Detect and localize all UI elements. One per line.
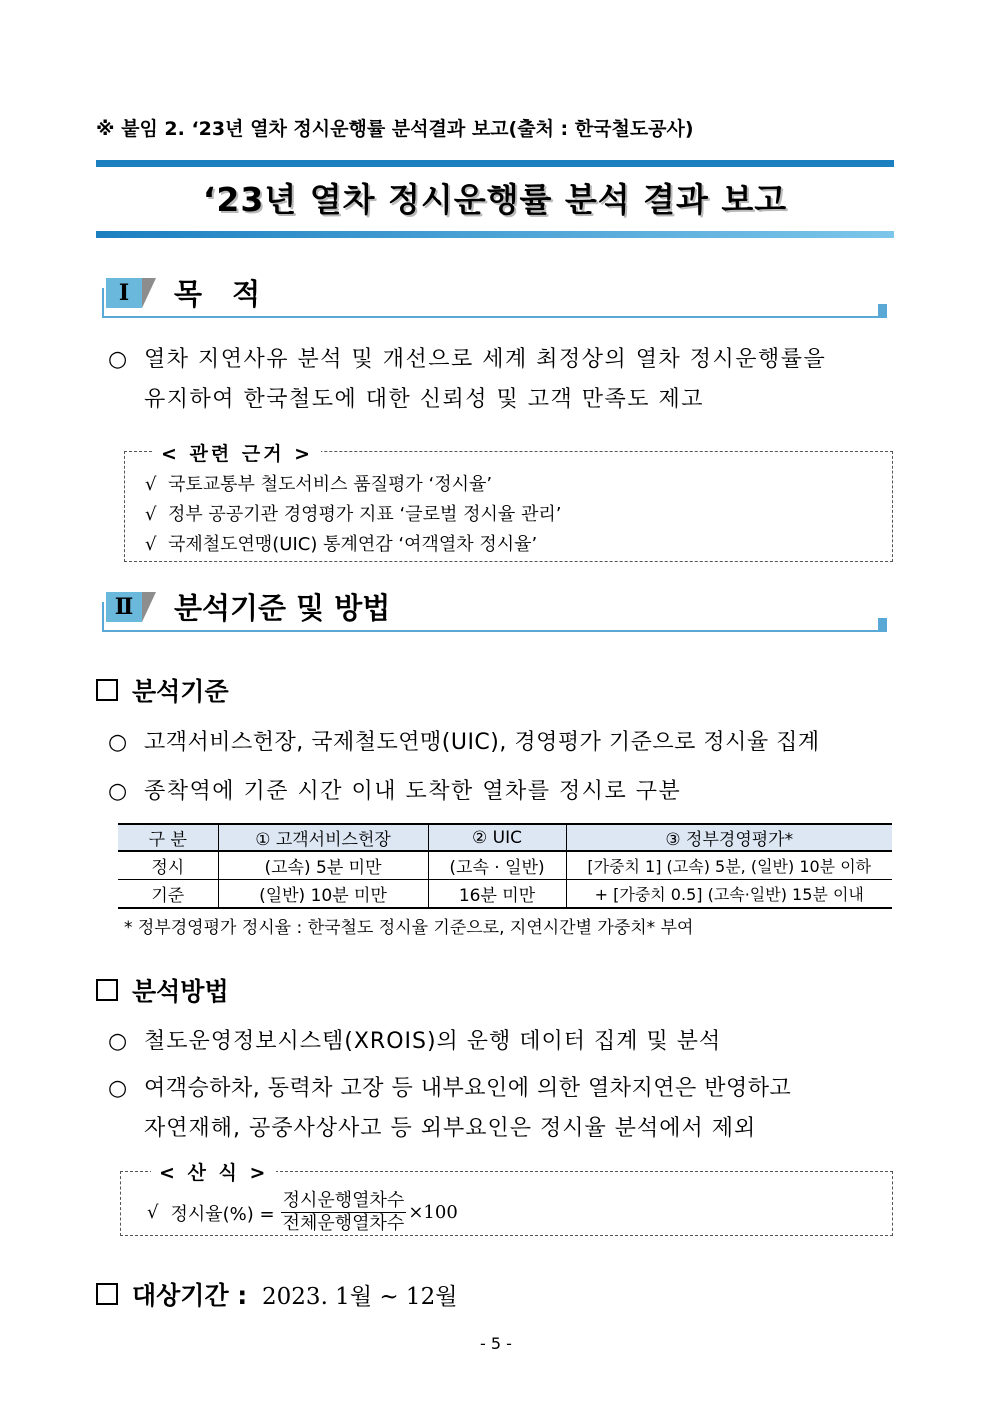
basis-box-title: < 관련 근거 > [153, 439, 321, 466]
title-banner [96, 160, 894, 238]
basis-item: √ 국토교통부 철도서비스 품질평가 ‘정시율’ [145, 474, 493, 495]
section-2-header [100, 588, 890, 632]
square-bullet-icon [96, 1283, 118, 1305]
basis-list [145, 470, 561, 560]
period-heading: 대상기간 : 2023. 1월 ~ 12월 [96, 1276, 457, 1312]
basis-item: √ 국제철도연맹(UIC) 통계연감 ‘여객열차 정시율’ [145, 534, 538, 555]
check-icon: √ [147, 1202, 159, 1223]
formula [147, 1190, 458, 1235]
section-2-underline [102, 630, 880, 632]
section-1-header [100, 274, 890, 318]
table-row-label: 정시 [118, 851, 218, 880]
formula-numerator: 정시운행열차수 [282, 1190, 405, 1211]
table-row-label: 기준 [118, 880, 218, 909]
section-2-title: 분석기준 및 방법 [174, 591, 391, 625]
table-header-cell: ③ 정부경영평가* [566, 824, 892, 851]
page-number: - 5 - [480, 1334, 512, 1353]
table-cell: (고속 · 일반) [428, 851, 566, 880]
section-1-line [102, 288, 104, 318]
attachment-note: ※ 붙임 2. ‘23년 열차 정시운행률 분석결과 보고(출처 : 한국철도공사) [96, 118, 694, 140]
table-footnote: * 정부경영평가 정시율 : 한국철도 정시율 기준으로, 지연시간별 가중치* 부여 [124, 918, 694, 938]
table-cell: (고속) 5분 미만 [218, 851, 428, 880]
check-icon: √ [145, 534, 157, 555]
section-2-number: Ⅱ [106, 592, 142, 622]
title-bar-bottom [96, 231, 894, 238]
square-bullet-icon [96, 979, 118, 1001]
table-header-row [118, 824, 892, 851]
purpose-line-1: 열차 지연사유 분석 및 개선으로 세계 최정상의 열차 정시운행률을 [144, 347, 827, 372]
method-heading: 분석방법 [96, 972, 229, 1008]
section-2-triangle [142, 592, 156, 622]
check-icon: √ [145, 504, 157, 525]
section-1-triangle [142, 278, 156, 308]
formula-fraction [281, 1190, 407, 1235]
formula-box-title: < 산 식 > [151, 1158, 276, 1185]
section-1-underline [102, 316, 880, 318]
table-cell: 16분 미만 [428, 880, 566, 909]
page-title: ‘23년 열차 정시운행률 분석 결과 보고 [202, 180, 788, 219]
criteria-heading: 분석기준 [96, 672, 229, 708]
circle-bullet-icon: ○ [108, 730, 128, 755]
title-bar-top [96, 160, 894, 167]
criteria-item: ○ 종착역에 기준 시간 이내 도착한 열차를 정시로 구분 [108, 772, 681, 812]
purpose-line-2: 유지하여 한국철도에 대한 신뢰성 및 고객 만족도 제고 [144, 387, 704, 412]
section-2-line [102, 602, 104, 632]
table-header-cell: 구 분 [118, 824, 218, 851]
formula-lhs: 정시율(%) = [170, 1203, 275, 1225]
circle-bullet-icon: ○ [108, 1076, 128, 1101]
table-cell: [가중치 1] (고속) 5분, (일반) 10분 이하 [566, 851, 892, 880]
section-2-end-marker [878, 618, 887, 632]
table-header-cell: ② UIC [428, 824, 566, 851]
table-cell: + [가중치 0.5] (고속·일반) 15분 이내 [566, 880, 892, 909]
formula-box [120, 1162, 893, 1236]
section-1-title: 목 적 [174, 277, 271, 311]
table-row [118, 880, 892, 909]
criteria-table [118, 823, 892, 909]
square-bullet-icon [96, 679, 118, 701]
criteria-item: ○ 고객서비스헌장, 국제철도연맹(UIC), 경영평가 기준으로 정시율 집계 [108, 723, 820, 763]
formula-multiplier: ×100 [408, 1202, 458, 1223]
formula-denominator: 전체운행열차수 [282, 1213, 405, 1234]
section-1-number: Ⅰ [106, 278, 142, 308]
circle-bullet-icon: ○ [108, 347, 128, 372]
method-item: ○ 철도운영정보시스템(XROIS)의 운행 데이터 집계 및 분석 [108, 1022, 721, 1062]
basis-box [124, 443, 893, 562]
table-cell: (일반) 10분 미만 [218, 880, 428, 909]
basis-item: √ 정부 공공기관 경영평가 지표 ‘글로벌 정시율 관리’ [145, 504, 562, 525]
purpose-paragraph [108, 340, 826, 420]
section-1-end-marker [878, 304, 887, 318]
check-icon: √ [145, 474, 157, 495]
period-value: 2023. 1월 ~ 12월 [262, 1284, 458, 1310]
method-item: ○ 여객승하차, 동력차 고장 등 내부요인에 의한 열차지연은 반영하고 자연재해, 공중사상사고 등 외부요인은 정시율 분석에서 제외 [108, 1069, 791, 1149]
circle-bullet-icon: ○ [108, 1029, 128, 1054]
table-row [118, 851, 892, 880]
circle-bullet-icon: ○ [108, 779, 128, 804]
table-header-cell: ① 고객서비스헌장 [218, 824, 428, 851]
